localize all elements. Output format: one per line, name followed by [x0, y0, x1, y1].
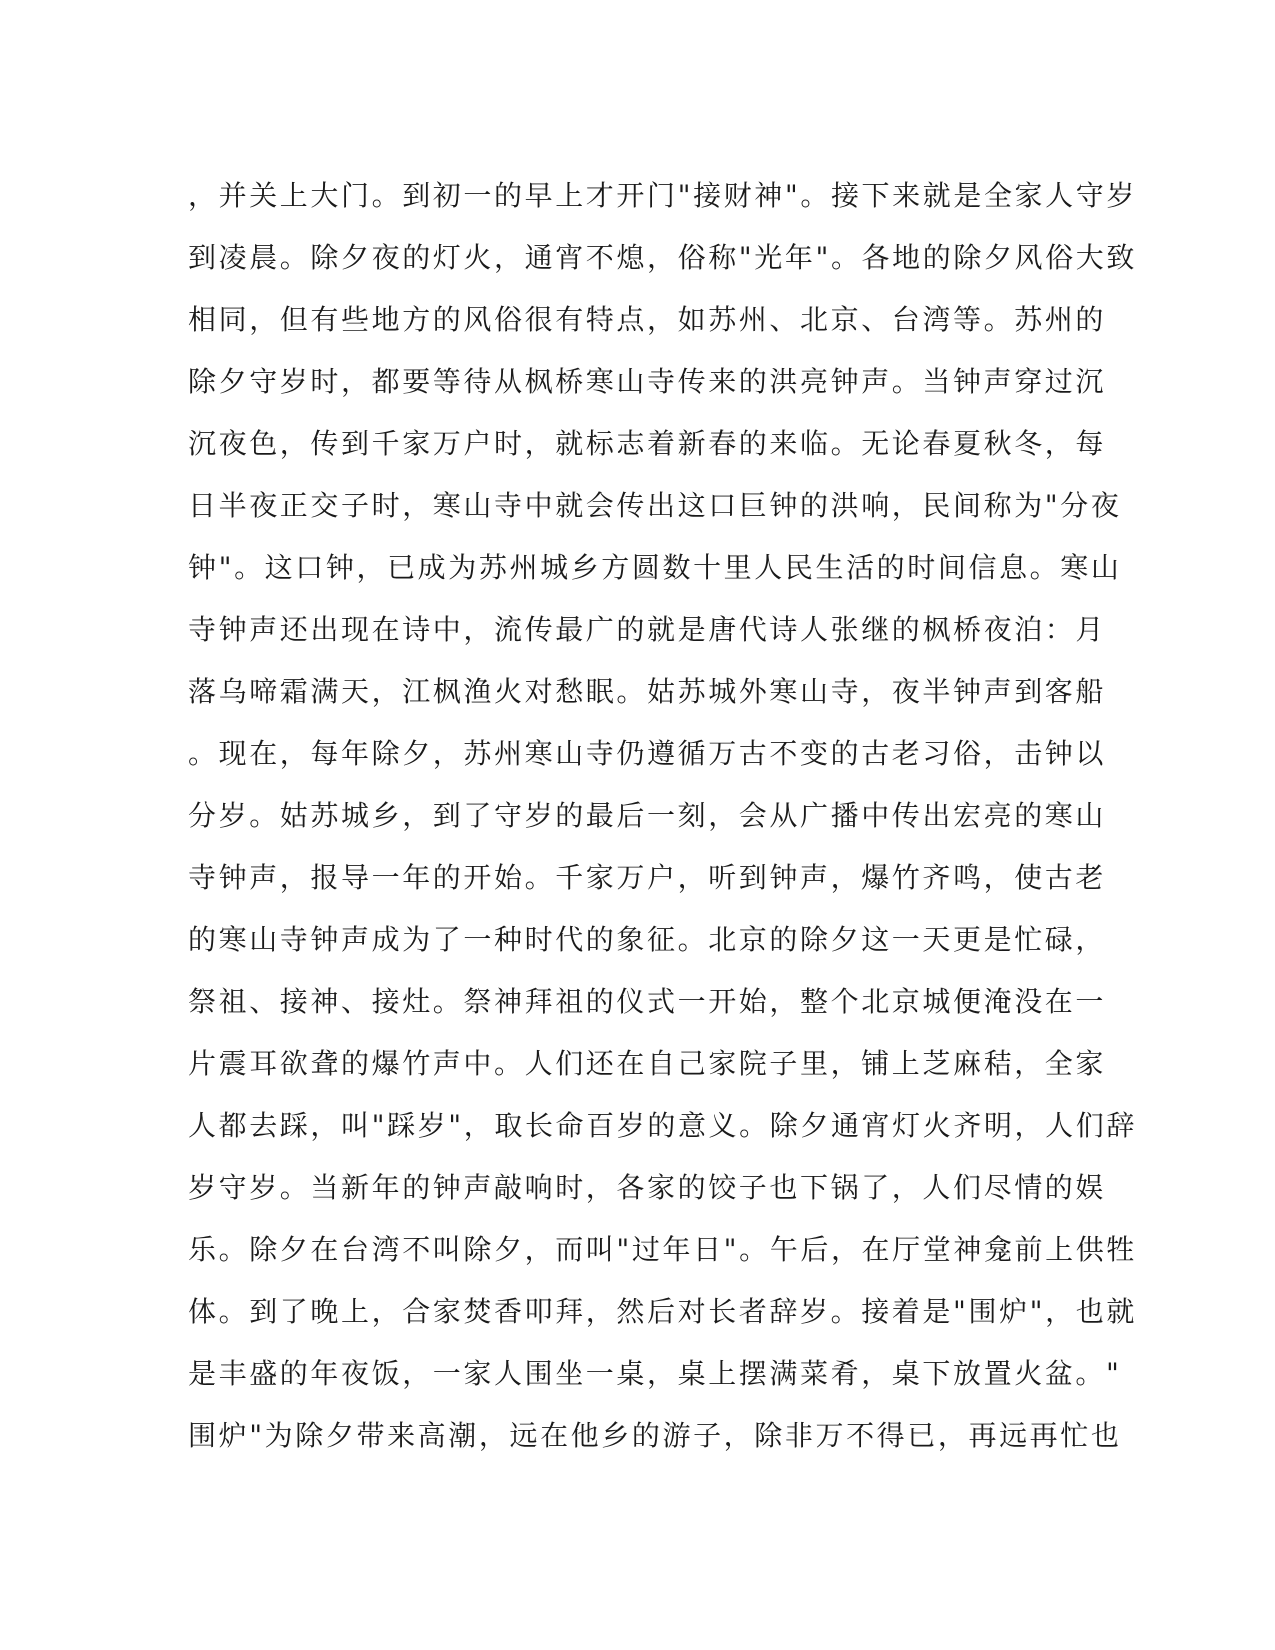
text-line: 是丰盛的年夜饭，一家人围坐一桌，桌上摆满菜肴，桌下放置火盆。" [188, 1357, 1122, 1390]
text-line: 体。到了晚上，合家焚香叩拜，然后对长者辞岁。接着是"围炉"，也就 [188, 1295, 1137, 1328]
text-line: 乐。除夕在台湾不叫除夕，而叫"过年日"。午后，在厅堂神龛前上供牲 [188, 1233, 1137, 1266]
text-line: 片震耳欲聋的爆竹声中。人们还在自己家院子里，铺上芝麻秸，全家 [188, 1047, 1107, 1080]
text-line: 分岁。姑苏城乡，到了守岁的最后一刻，会从广播中传出宏亮的寒山 [188, 799, 1107, 832]
text-line: 日半夜正交子时，寒山寺中就会传出这口巨钟的洪响，民间称为"分夜 [188, 489, 1122, 522]
text-line: 钟"。这口钟，已成为苏州城乡方圆数十里人民生活的时间信息。寒山 [188, 551, 1122, 584]
text-line: 沉夜色，传到千家万户时，就标志着新春的来临。无论春夏秋冬，每 [188, 427, 1107, 460]
text-line: 寺钟声还出现在诗中，流传最广的就是唐代诗人张继的枫桥夜泊：月 [188, 613, 1107, 646]
text-line: 祭祖、接神、接灶。祭神拜祖的仪式一开始，整个北京城便淹没在一 [188, 985, 1107, 1018]
text-line: 寺钟声，报导一年的开始。千家万户，听到钟声，爆竹齐鸣，使古老 [188, 861, 1107, 894]
text-line: ，并关上大门。到初一的早上才开门"接财神"。接下来就是全家人守岁 [188, 179, 1137, 212]
text-line: 岁守岁。当新年的钟声敲响时，各家的饺子也下锅了，人们尽情的娱 [188, 1171, 1107, 1204]
text-line: 到凌晨。除夕夜的灯火，通宵不熄，俗称"光年"。各地的除夕风俗大致 [188, 241, 1137, 274]
text-line: 人都去踩，叫"踩岁"，取长命百岁的意义。除夕通宵灯火齐明，人们辞 [188, 1109, 1137, 1142]
text-line: 除夕守岁时，都要等待从枫桥寒山寺传来的洪亮钟声。当钟声穿过沉 [188, 365, 1107, 398]
text-line: 落乌啼霜满天，江枫渔火对愁眠。姑苏城外寒山寺，夜半钟声到客船 [188, 675, 1107, 708]
text-line: 的寒山寺钟声成为了一种时代的象征。北京的除夕这一天更是忙碌， [188, 923, 1107, 956]
body-text [188, 165, 1137, 1467]
text-line: 。现在，每年除夕，苏州寒山寺仍遵循万古不变的古老习俗，击钟以 [188, 737, 1107, 770]
text-line: 围炉"为除夕带来高潮，远在他乡的游子，除非万不得已，再远再忙也 [188, 1419, 1122, 1452]
text-line: 相同，但有些地方的风俗很有特点，如苏州、北京、台湾等。苏州的 [188, 303, 1107, 336]
